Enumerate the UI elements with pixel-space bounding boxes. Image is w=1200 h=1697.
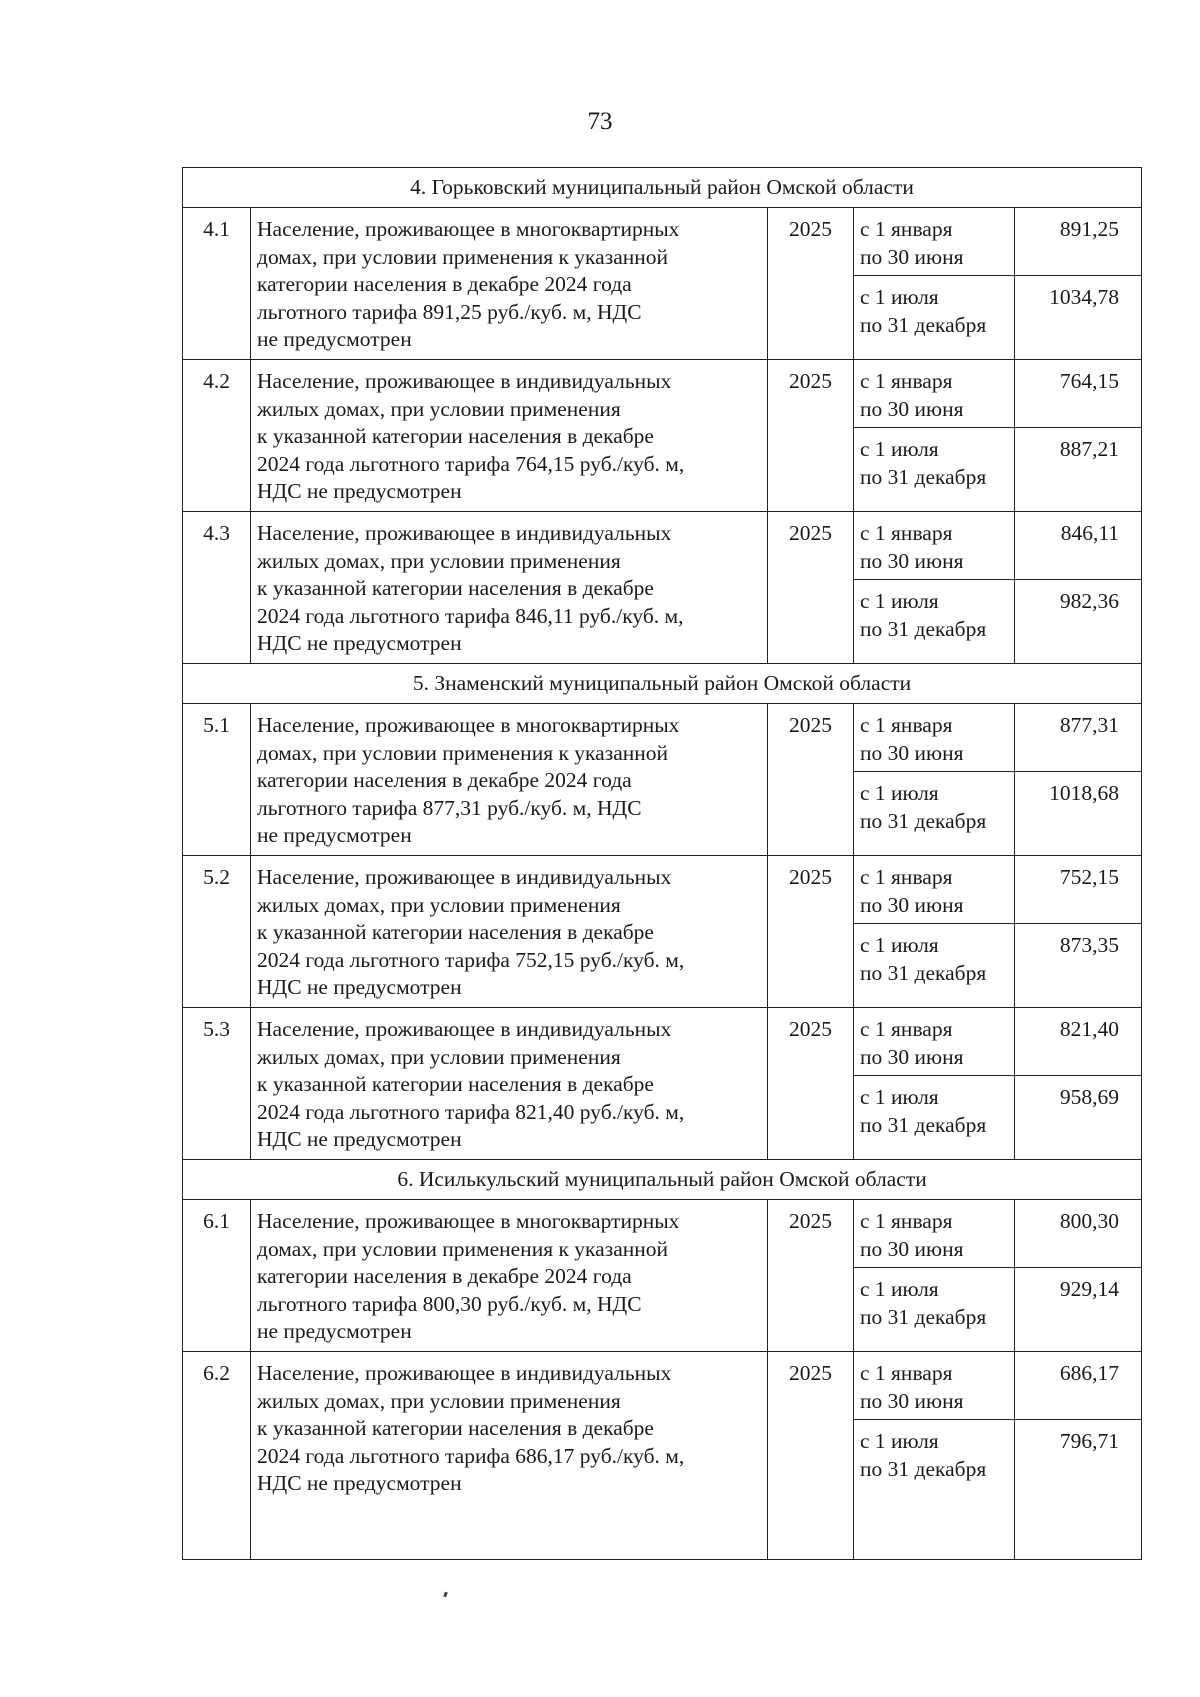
period-to: по 30 июня <box>860 1236 964 1261</box>
table-row <box>183 208 1142 276</box>
tariff-table <box>182 167 1142 1560</box>
tariff-value: 821,40 <box>1015 1008 1142 1076</box>
description-line: НДС не предусмотрен <box>257 479 462 503</box>
description-line: Население, проживающее в многоквартирных <box>257 217 680 241</box>
period-to: по 30 июня <box>860 244 964 269</box>
year-cell: 2025 <box>768 856 854 1008</box>
description-line: Население, проживающее в многоквартирных <box>257 1209 680 1233</box>
row-number: 5.1 <box>183 704 251 856</box>
region-title: 5. Знаменский муниципальный район Омской области <box>183 664 1142 704</box>
consumer-description <box>251 1008 768 1160</box>
period-cell <box>854 580 1015 664</box>
period-from: с 1 января <box>860 1361 953 1385</box>
description-line: не предусмотрен <box>257 327 412 351</box>
region-header-row <box>183 664 1142 704</box>
table-row <box>183 856 1142 924</box>
period-cell <box>854 208 1015 276</box>
description-line: не предусмотрен <box>257 823 412 847</box>
period-cell <box>854 856 1015 924</box>
period-cell <box>854 1076 1015 1160</box>
period-from: с 1 января <box>860 713 953 737</box>
period-cell <box>854 1200 1015 1268</box>
year-cell: 2025 <box>768 208 854 360</box>
description-line: к указанной категории населения в декабре <box>257 1416 654 1440</box>
tariff-value: 1018,68 <box>1015 772 1142 856</box>
tariff-value: 800,30 <box>1015 1200 1142 1268</box>
consumer-description <box>251 704 768 856</box>
description-line: категории населения в декабре 2024 года <box>257 768 632 792</box>
description-line: жилых домах, при условии применения <box>257 1044 621 1069</box>
description-line: жилых домах, при условии применения <box>257 892 621 917</box>
description-line: Население, проживающее в индивидуальных <box>257 1361 672 1385</box>
period-from: с 1 июля <box>860 1277 939 1301</box>
row-number: 5.3 <box>183 1008 251 1160</box>
tariff-value: 877,31 <box>1015 704 1142 772</box>
period-from: с 1 июля <box>860 437 939 461</box>
description-line: категории населения в декабре 2024 года <box>257 272 632 296</box>
tariff-value: 686,17 <box>1015 1352 1142 1420</box>
description-line: 2024 года льготного тарифа 821,40 руб./куб. м, <box>257 1099 685 1124</box>
description-line: к указанной категории населения в декабре <box>257 1072 654 1096</box>
description-line: Население, проживающее в индивидуальных <box>257 865 672 889</box>
table-row <box>183 1200 1142 1268</box>
description-line: НДС не предусмотрен <box>257 631 462 655</box>
description-line: НДС не предусмотрен <box>257 1127 462 1151</box>
period-from: с 1 января <box>860 217 953 241</box>
description-line: НДС не предусмотрен <box>257 975 462 999</box>
consumer-description <box>251 1200 768 1352</box>
tariff-value: 929,14 <box>1015 1268 1142 1352</box>
period-to: по 30 июня <box>860 1044 964 1069</box>
description-line: Население, проживающее в индивидуальных <box>257 1017 672 1041</box>
table-row <box>183 1008 1142 1076</box>
tariff-value: 846,11 <box>1015 512 1142 580</box>
period-from: с 1 июля <box>860 1085 939 1109</box>
tariff-value: 1034,78 <box>1015 276 1142 360</box>
description-line: НДС не предусмотрен <box>257 1471 462 1495</box>
period-cell <box>854 1352 1015 1420</box>
period-cell <box>854 1268 1015 1352</box>
period-to: по 31 декабря <box>860 616 987 641</box>
tariff-value: 982,36 <box>1015 580 1142 664</box>
description-line: 2024 года льготного тарифа 764,15 руб./куб. м, <box>257 451 685 476</box>
consumer-description <box>251 512 768 664</box>
period-from: с 1 января <box>860 1209 953 1233</box>
year-cell: 2025 <box>768 1200 854 1352</box>
period-from: с 1 июля <box>860 933 939 957</box>
period-to: по 31 декабря <box>860 808 987 833</box>
description-line: жилых домах, при условии применения <box>257 548 621 573</box>
page-number: 73 <box>587 108 613 135</box>
description-line: 2024 года льготного тарифа 846,11 руб./куб. м, <box>257 603 684 628</box>
year-cell: 2025 <box>768 1352 854 1560</box>
tariff-value: 764,15 <box>1015 360 1142 428</box>
description-line: Население, проживающее в индивидуальных <box>257 369 672 393</box>
tariff-value: 796,71 <box>1015 1420 1142 1560</box>
period-from: с 1 января <box>860 369 953 393</box>
period-cell <box>854 772 1015 856</box>
consumer-description <box>251 856 768 1008</box>
period-from: с 1 июля <box>860 1429 939 1453</box>
period-to: по 31 декабря <box>860 1456 987 1481</box>
period-to: по 31 декабря <box>860 1112 987 1137</box>
table-row <box>183 360 1142 428</box>
year-cell: 2025 <box>768 512 854 664</box>
description-line: жилых домах, при условии применения <box>257 396 621 421</box>
description-line: к указанной категории населения в декабре <box>257 920 654 944</box>
region-header-row <box>183 1160 1142 1200</box>
period-to: по 31 декабря <box>860 312 987 337</box>
period-to: по 31 декабря <box>860 960 987 985</box>
region-title: 6. Исилькульский муниципальный район Омской области <box>183 1160 1142 1200</box>
period-to: по 30 июня <box>860 396 964 421</box>
consumer-description <box>251 1352 768 1560</box>
period-cell <box>854 1008 1015 1076</box>
period-cell <box>854 704 1015 772</box>
period-to: по 31 декабря <box>860 464 987 489</box>
tariff-value: 752,15 <box>1015 856 1142 924</box>
description-line: домах, при условии применения к указанной <box>257 244 668 269</box>
description-line: Население, проживающее в многоквартирных <box>257 713 680 737</box>
row-number: 5.2 <box>183 856 251 1008</box>
description-line: домах, при условии применения к указанной <box>257 1236 668 1261</box>
tariff-value: 958,69 <box>1015 1076 1142 1160</box>
row-number: 4.2 <box>183 360 251 512</box>
tariff-value: 891,25 <box>1015 208 1142 276</box>
period-cell <box>854 360 1015 428</box>
period-from: с 1 января <box>860 521 953 545</box>
period-to: по 30 июня <box>860 1388 964 1413</box>
scan-speck <box>443 1592 448 1598</box>
region-title: 4. Горьковский муниципальный район Омской области <box>183 168 1142 208</box>
period-cell <box>854 428 1015 512</box>
year-cell: 2025 <box>768 1008 854 1160</box>
description-line: домах, при условии применения к указанной <box>257 740 668 765</box>
description-line: Население, проживающее в индивидуальных <box>257 521 672 545</box>
row-number: 6.2 <box>183 1352 251 1560</box>
period-to: по 30 июня <box>860 740 964 765</box>
period-from: с 1 июля <box>860 781 939 805</box>
year-cell: 2025 <box>768 360 854 512</box>
description-line: 2024 года льготного тарифа 686,17 руб./куб. м, <box>257 1443 685 1468</box>
description-line: льготного тарифа 800,30 руб./куб. м, НДС <box>257 1291 642 1316</box>
year-cell: 2025 <box>768 704 854 856</box>
description-line: 2024 года льготного тарифа 752,15 руб./куб. м, <box>257 947 685 972</box>
period-cell <box>854 276 1015 360</box>
consumer-description <box>251 208 768 360</box>
description-line: категории населения в декабре 2024 года <box>257 1264 632 1288</box>
period-cell <box>854 1420 1015 1560</box>
region-header-row <box>183 168 1142 208</box>
period-to: по 31 декабря <box>860 1304 987 1329</box>
description-line: льготного тарифа 891,25 руб./куб. м, НДС <box>257 299 642 324</box>
period-cell <box>854 924 1015 1008</box>
tariff-value: 873,35 <box>1015 924 1142 1008</box>
period-from: с 1 июля <box>860 589 939 613</box>
table-row <box>183 512 1142 580</box>
description-line: жилых домах, при условии применения <box>257 1388 621 1413</box>
row-number: 6.1 <box>183 1200 251 1352</box>
consumer-description <box>251 360 768 512</box>
description-line: к указанной категории населения в декабре <box>257 576 654 600</box>
period-to: по 30 июня <box>860 548 964 573</box>
row-number: 4.1 <box>183 208 251 360</box>
period-from: с 1 июля <box>860 285 939 309</box>
description-line: льготного тарифа 877,31 руб./куб. м, НДС <box>257 795 642 820</box>
period-from: с 1 января <box>860 865 953 889</box>
row-number: 4.3 <box>183 512 251 664</box>
description-line: не предусмотрен <box>257 1319 412 1343</box>
period-to: по 30 июня <box>860 892 964 917</box>
table-row <box>183 704 1142 772</box>
period-cell <box>854 512 1015 580</box>
tariff-value: 887,21 <box>1015 428 1142 512</box>
description-line: к указанной категории населения в декабре <box>257 424 654 448</box>
table-row <box>183 1352 1142 1420</box>
period-from: с 1 января <box>860 1017 953 1041</box>
